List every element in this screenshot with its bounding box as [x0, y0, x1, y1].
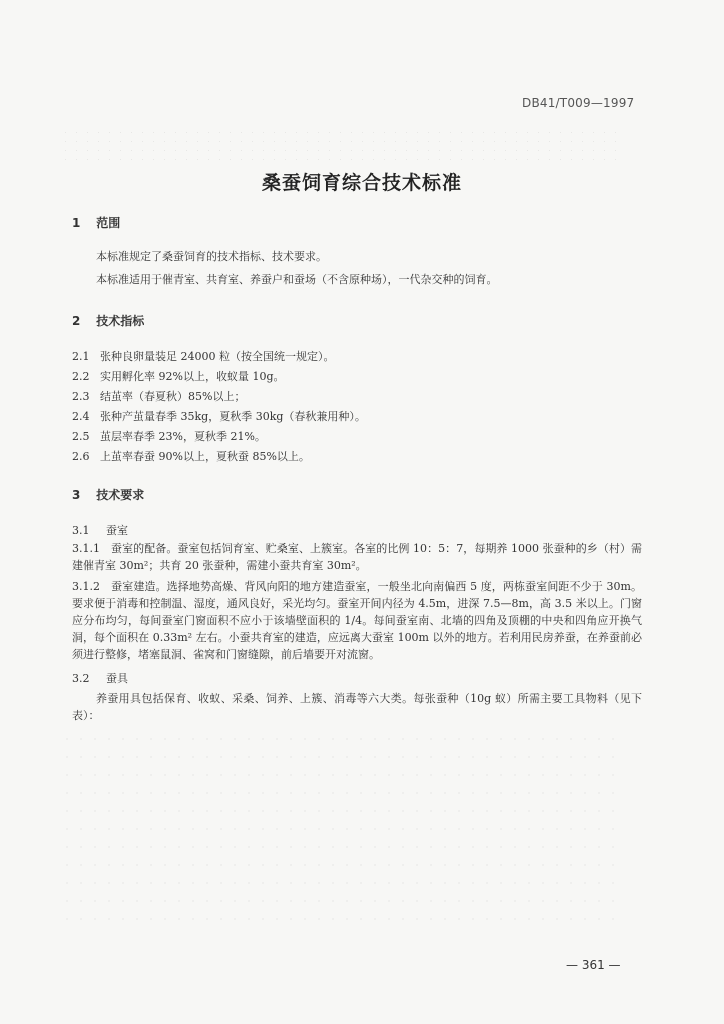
scope-paragraph: 本标准规定了桑蚕饲育的技术指标、技术要求。	[96, 250, 327, 263]
item-text: 张种产茧量春季 35kg，夏秋季 30kg（春秋兼用种）。	[100, 410, 366, 423]
clause-3-1-2	[72, 578, 642, 663]
subsection-title: 蚕具	[106, 672, 128, 685]
item-text: 实用孵化率 92%以上，收蚁量 10g。	[100, 370, 285, 383]
section-title: 范围	[96, 216, 121, 230]
item-number: 2.4	[72, 410, 90, 423]
item-number: 2.1	[72, 350, 90, 363]
section-title: 技术指标	[96, 314, 145, 328]
subsection-number: 3.1	[72, 524, 90, 537]
indicator-item	[72, 348, 335, 365]
clause-text: 蚕室的配备。蚕室包括饲育室、贮桑室、上簇室。各室的比例 10：5：7，每期养 1000 张蚕种的乡（村）需建催青室 30m²；共育 20 张蚕种，需建小蚕共育室 30m²。	[72, 542, 642, 572]
page-number: — 361 —	[566, 958, 621, 972]
item-number: 2.5	[72, 430, 90, 443]
clause-number: 3.1.1	[72, 542, 100, 555]
clause-text: 蚕室建造。选择地势高燥、背风向阳的地方建造蚕室，一般坐北向南偏西 5 度，两栋蚕室间距不少于 30m。要求便于消毒和控制温、湿度，通风良好，采光均匀。蚕室开间内径为 4.5m，进深 7.5—8m，高 3.5 米以上。门窗应分布均匀，每间蚕室门窗面积不应小于该墙壁面积的 1/4。每间蚕室南、北墙的四角及顶棚的中央和四角应开换气洞，每个面积在 0.33m² 左右。小蚕共育室的建造，应远离大蚕室 100m 以外的地方。若利用民房养蚕，在养蚕前必须进行整修，堵塞鼠洞、雀窝和门窗缝隙，前后墙要开对流窗。	[72, 580, 642, 661]
subsection-heading	[72, 522, 128, 539]
item-number: 2.2	[72, 370, 90, 383]
indicator-item	[72, 448, 310, 465]
clause-number: 3.1.2	[72, 580, 100, 593]
indicator-item	[72, 428, 266, 445]
indicator-item	[72, 368, 284, 385]
item-text: 上茧率春蚕 90%以上，夏秋蚕 85%以上。	[100, 450, 310, 463]
document-title: 桑蚕饲育综合技术标准	[261, 172, 462, 194]
standard-code: DB41/T009—1997	[522, 96, 635, 110]
clause-3-1-1	[72, 540, 642, 574]
section-number: 1	[72, 216, 81, 230]
item-text: 张种良卵量装足 24000 粒（按全国统一规定）。	[100, 350, 335, 363]
section-2-heading	[72, 312, 144, 329]
tools-paragraph: 养蚕用具包括保育、收蚁、采桑、饲养、上簇、消毒等六大类。每张蚕种（10g 蚁）所需主要工具物料（见下表）：	[72, 692, 642, 722]
scan-noise	[60, 730, 620, 930]
subsection-number: 3.2	[72, 672, 90, 685]
scan-noise	[60, 128, 620, 162]
indicator-item	[72, 408, 366, 425]
section-3-heading	[72, 486, 144, 503]
item-number: 2.6	[72, 450, 90, 463]
item-number: 2.3	[72, 390, 90, 403]
subsection-title: 蚕室	[106, 524, 128, 537]
section-title: 技术要求	[96, 488, 145, 502]
scope-paragraph: 本标准适用于催青室、共育室、养蚕户和蚕场（不含原种场），一代杂交种的饲育。	[96, 273, 498, 286]
section-1-heading	[72, 214, 120, 231]
section-number: 3	[72, 488, 81, 502]
subsection-heading	[72, 670, 128, 687]
indicator-item	[72, 388, 245, 405]
item-text: 茧层率春季 23%，夏秋季 21%。	[100, 430, 266, 443]
section-number: 2	[72, 314, 81, 328]
item-text: 结茧率（春夏秋）85%以上；	[100, 390, 246, 403]
